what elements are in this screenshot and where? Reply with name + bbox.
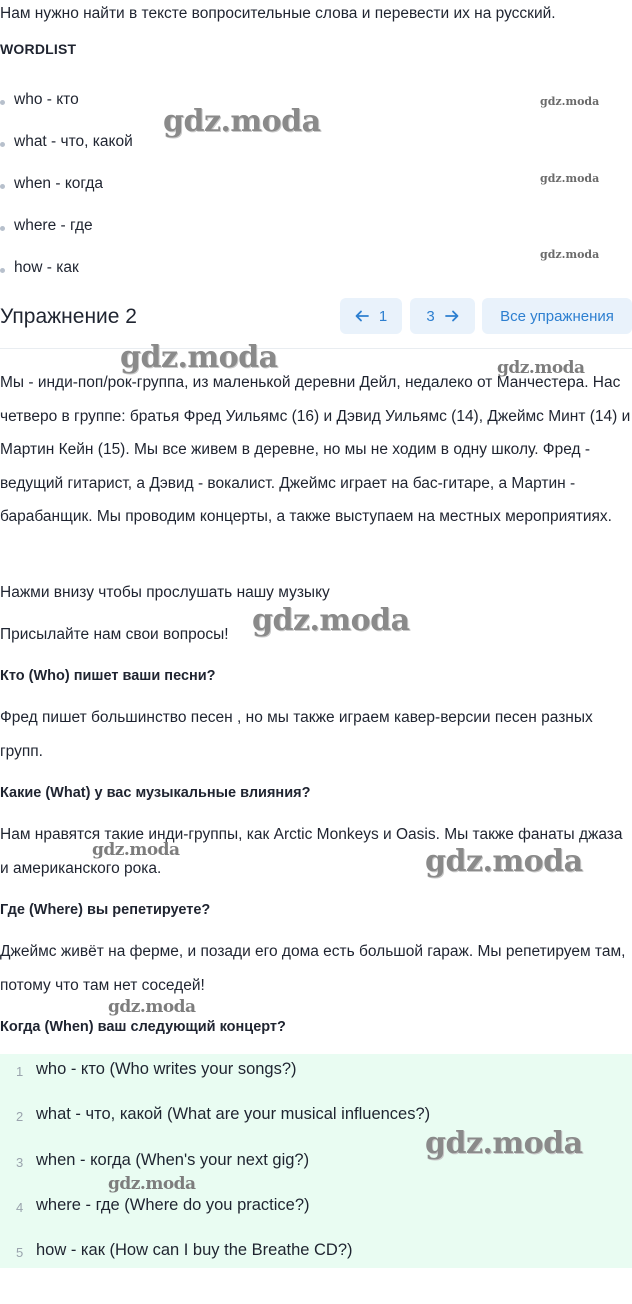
answer-what: Нам нравятся такие инди-группы, как Arctic Monkeys и Oasis. Мы также фанаты джаза и американского рока. <box>0 826 623 877</box>
question-who: Кто (Who) пишет ваши песни? <box>0 668 216 684</box>
watermark: gdz.moda <box>425 1126 583 1161</box>
watermark: gdz.moda <box>540 95 600 108</box>
answer-row <box>0 1239 632 1269</box>
next-exercise-label: 3 <box>426 307 435 325</box>
answer-text: where - где (Where do you practice?) <box>36 1196 310 1214</box>
exercise-title: Упражнение 2 <box>0 305 137 328</box>
watermark: gdz.moda <box>540 248 600 261</box>
send-questions-text: Присылайте нам свои вопросы! <box>0 626 229 643</box>
wordlist-item: what - что, какой <box>14 133 133 150</box>
arrow-right-icon <box>445 310 459 322</box>
answer-text: who - кто (Who writes your songs?) <box>36 1060 297 1078</box>
wordlist-item: where - где <box>14 217 93 234</box>
watermark: gdz.moda <box>108 997 196 1017</box>
answer-number: 1 <box>16 1064 24 1079</box>
question-where: Где (Where) вы репетируете? <box>0 902 211 918</box>
prev-exercise-label: 1 <box>378 307 388 325</box>
answer-text: how - как (How can I buy the Breathe CD?) <box>36 1241 353 1259</box>
answer-who: Фред пишет большинство песен , но мы также играем кавер-версии песен разных групп. <box>0 709 593 760</box>
answer-number: 3 <box>16 1155 24 1170</box>
watermark: gdz.moda <box>425 844 583 879</box>
all-exercises-label: Все упражнения <box>500 307 614 325</box>
question-when: Когда (When) ваш следующий концерт? <box>0 1019 286 1035</box>
wordlist-title: WORDLIST <box>0 41 77 57</box>
band-description: Мы - инди-поп/рок-группа, из маленькой деревни Дейл, недалеко от Манчестера. Нас четверо в группе: братья Фред Уильямс (16) и Дэвид Уильямс (14), Джеймс Минт (14) и Мартин Кейн (15). Мы все живем в деревне, но мы не ходим в одну школу. Фред - ведущий гитарист, а Дэвид - вокалист. Джеймс играет на бас-гитаре, а Мартин - барабанщик. Мы проводим концерты, а также выступаем на местных мероприятиях. <box>0 374 631 525</box>
answer-number: 5 <box>16 1245 24 1260</box>
watermark: gdz.moda <box>120 340 278 375</box>
prev-exercise-button[interactable] <box>340 298 402 334</box>
watermark: gdz.moda <box>497 358 585 378</box>
answer-row <box>0 1058 632 1088</box>
wordlist-item: how - как <box>14 259 79 276</box>
answer-number: 4 <box>16 1200 24 1215</box>
divider <box>0 348 632 349</box>
watermark: gdz.moda <box>540 172 600 185</box>
intro-text: Нам нужно найти в тексте вопросительные слова и перевести их на русский. <box>0 5 556 22</box>
watermark: gdz.moda <box>108 1174 196 1194</box>
watermark: gdz.moda <box>92 840 180 860</box>
arrow-left-icon <box>355 310 369 322</box>
question-what: Какие (What) у вас музыкальные влияния? <box>0 785 311 801</box>
answer-where: Джеймс живёт на ферме, и позади его дома есть большой гараж. Мы репетируем там, потому что там нет соседей! <box>0 943 626 994</box>
answer-row <box>0 1194 632 1224</box>
all-exercises-button[interactable] <box>482 298 632 334</box>
listen-text: Нажми внизу чтобы прослушать нашу музыку <box>0 584 330 601</box>
next-exercise-button[interactable] <box>410 298 475 334</box>
wordlist-item: who - кто <box>14 91 79 108</box>
answer-number: 2 <box>16 1109 24 1124</box>
wordlist-item: when - когда <box>14 175 104 192</box>
watermark: gdz.moda <box>252 603 410 638</box>
watermark: gdz.moda <box>163 104 321 139</box>
answers-block <box>0 1054 632 1268</box>
answer-text: when - когда (When's your next gig?) <box>36 1151 310 1169</box>
answer-text: what - что, какой (What are your musical influences?) <box>36 1105 431 1123</box>
